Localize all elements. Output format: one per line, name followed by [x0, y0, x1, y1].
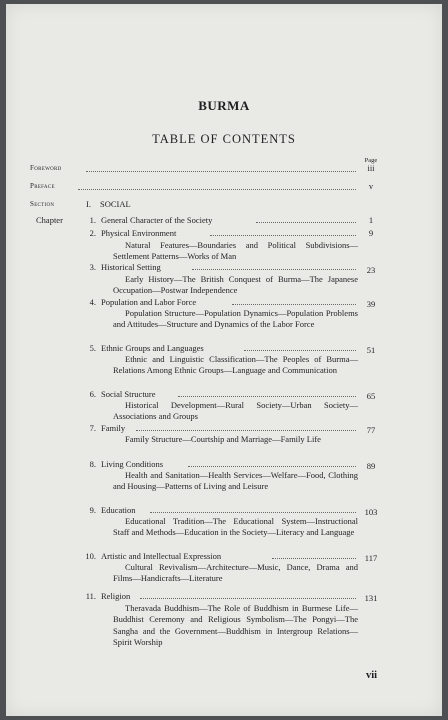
chapter-number: 5. [89, 343, 96, 353]
chapter-leader [244, 344, 356, 351]
chapter-leader [210, 229, 356, 236]
chapter-leader [272, 552, 356, 559]
chapter-title: Physical Environment [101, 228, 177, 238]
chapter-title: Family [101, 423, 126, 433]
chapter-number: 3. [89, 262, 96, 272]
chapter-number: 6. [89, 389, 96, 399]
page-folio: vii [366, 670, 378, 681]
chapter-title: General Character of the Society [101, 215, 213, 225]
section-label: Section [30, 200, 55, 208]
foreword-label: Foreword [30, 164, 62, 172]
book-title: BURMA [198, 98, 250, 113]
book-page [6, 4, 442, 716]
chapter-title: Ethnic Groups and Languages [101, 343, 204, 353]
page-column-label: Page [364, 157, 378, 164]
chapter-description: Theravada Buddhism—The Role of Buddhism in Burmese Life—Buddhist Ceremony and Religious Symbolism—The Pongyi—The Sangha and the Government—Buddhism in Intergroup Relations—Spirit Worship [113, 603, 358, 647]
chapter-page: 77 [366, 425, 376, 435]
foreword-leader [86, 165, 356, 172]
chapter-description: Cultural Revivalism—Architecture—Music, Dance, Drama and Films—Handicrafts—Literature [113, 562, 358, 584]
chapter-leader [150, 506, 356, 513]
section-number: I. [86, 199, 91, 209]
chapter-page: 131 [364, 593, 378, 603]
preface-leader [78, 183, 356, 190]
chapter-description: Early History—The British Conquest of Burma—The Japanese Occupation—Postwar Independence [113, 274, 358, 296]
chapter-title: Education [101, 505, 136, 515]
chapter-leader [136, 424, 356, 431]
chapter-number: 10. [85, 551, 96, 561]
chapter-page: 89 [366, 461, 376, 471]
chapter-description: Historical Development—Rural Society—Urban Society—Associations and Groups [113, 400, 358, 422]
chapter-description: Family Structure—Courtship and Marriage—Family Life [125, 434, 321, 444]
chapter-page: 1 [368, 215, 374, 225]
chapter-title: Historical Setting [101, 262, 161, 272]
chapter-page: 39 [366, 299, 376, 309]
chapter-page: 65 [366, 391, 376, 401]
chapter-number: 4. [89, 297, 96, 307]
chapter-description: Natural Features—Boundaries and Political Subdivisions—Settlement Patterns—Works of Man [113, 240, 358, 262]
chapter-description: Educational Tradition—The Educational System—Instructional Staff and Methods—Education in the Society—Literacy and Language [113, 516, 358, 538]
chapter-number: 2. [89, 228, 96, 238]
chapter-page: 117 [364, 553, 378, 563]
section-title: SOCIAL [100, 199, 131, 209]
chapter-page: 103 [364, 507, 378, 517]
chapter-description: Health and Sanitation—Health Services—Welfare—Food, Clothing and Housing—Patterns of Living and Leisure [113, 470, 358, 492]
foreword-page: iii [367, 163, 375, 173]
chapter-title: Religion [101, 591, 131, 601]
toc-heading: TABLE OF CONTENTS [152, 132, 296, 146]
chapter-leader [188, 460, 356, 467]
chapter-title: Artistic and Intellectual Expression [101, 551, 222, 561]
chapter-description: Ethnic and Linguistic Classification—The Peoples of Burma—Relations Among Ethnic Groups—Language and Communication [113, 354, 358, 376]
preface-label: Preface [30, 182, 55, 190]
chapter-number: 11. [85, 591, 96, 601]
chapter-number: 9. [89, 505, 96, 515]
chapter-leader [256, 216, 356, 223]
chapter-title: Social Structure [101, 389, 156, 399]
chapter-label: Chapter [36, 215, 63, 225]
chapter-leader [140, 592, 356, 599]
chapter-description: Population Structure—Population Dynamics—Population Problems and Attitudes—Structure and Dynamics of the Labor Force [113, 308, 358, 330]
preface-page: v [368, 181, 374, 191]
chapter-page: 9 [368, 228, 374, 238]
chapter-leader [178, 390, 356, 397]
chapter-page: 51 [366, 345, 376, 355]
chapter-leader [232, 298, 356, 305]
chapter-title: Living Conditions [101, 459, 164, 469]
chapter-page: 23 [366, 265, 376, 275]
chapter-title: Population and Labor Force [101, 297, 197, 307]
chapter-leader [192, 263, 356, 270]
chapter-number: 8. [89, 459, 96, 469]
chapter-number: 7. [89, 423, 96, 433]
chapter-number: 1. [89, 215, 96, 225]
